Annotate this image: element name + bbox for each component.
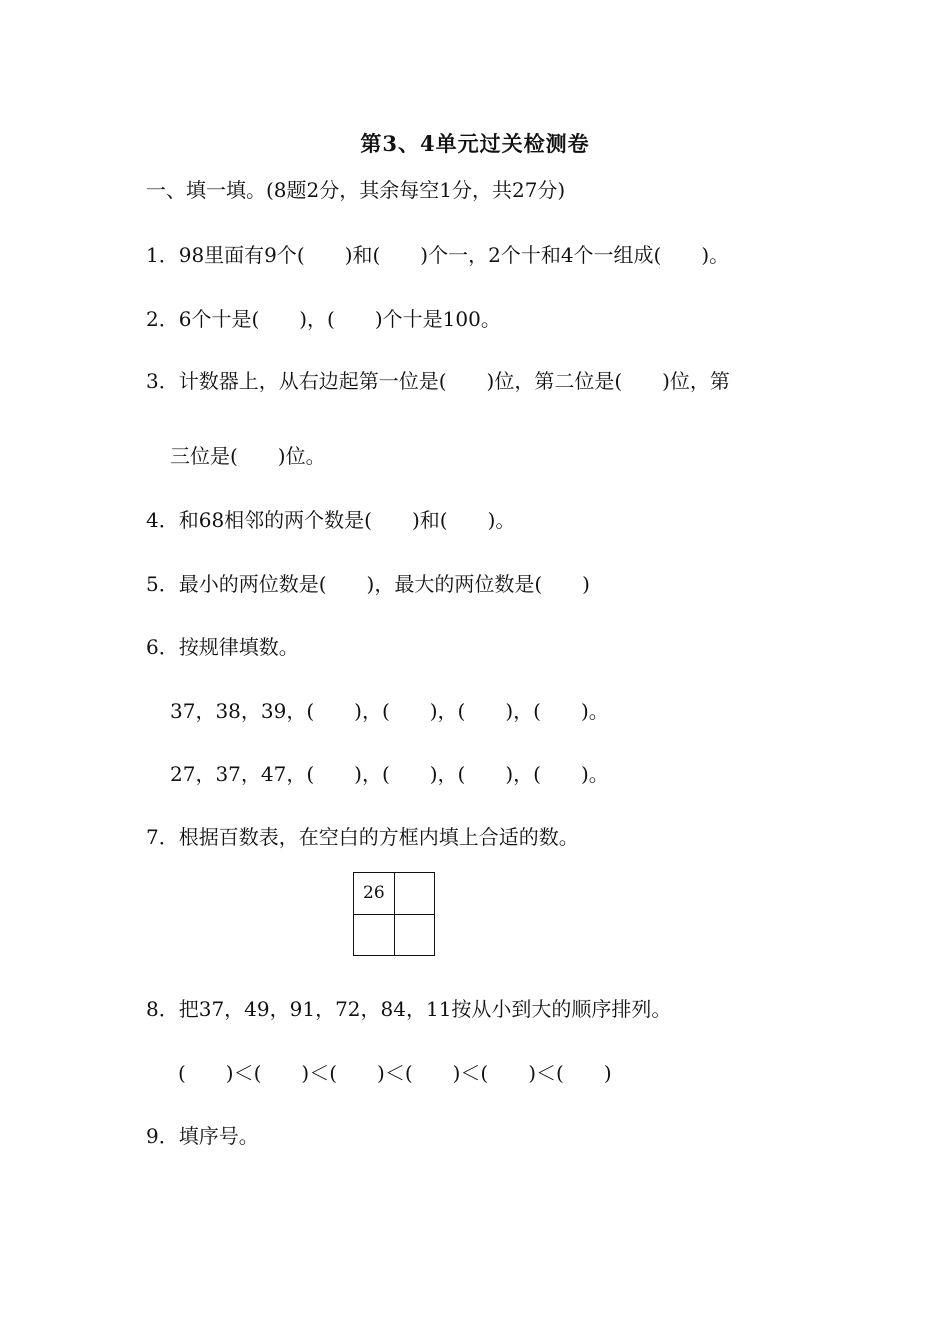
question-7: 7．根据百数表，在空白的方框内填上合适的数。	[146, 825, 579, 849]
question-6: 6．按规律填数。	[146, 635, 299, 659]
question-3-line-1: 3．计数器上，从右边起第一位是( )位，第二位是( )位，第	[146, 369, 730, 393]
hundred-chart-grid	[353, 872, 435, 956]
question-4: 4．和68相邻的两个数是( )和( )。	[146, 508, 516, 532]
question-8: 8．把37，49，91，72，84，11按从小到大的顺序排列。	[146, 997, 672, 1021]
question-5: 5．最小的两位数是( )，最大的两位数是( )	[146, 572, 590, 596]
question-6-row-2: 27，37，47，( )，( )，( )，( )。	[170, 762, 609, 786]
grid-cell-value: 26	[363, 883, 385, 903]
question-2: 2．6个十是( )，( )个十是100。	[146, 307, 501, 331]
section-heading: 一、填一填。(8题2分，其余每空1分，共27分)	[146, 178, 566, 202]
question-9: 9．填序号。	[146, 1124, 259, 1148]
grid-horizontal-divider	[354, 914, 434, 915]
question-1: 1．98里面有9个( )和( )个一，2个十和4个一组成( )。	[146, 243, 730, 267]
question-3-line-2: 三位是( )位。	[170, 444, 326, 468]
question-8-answer-row: ( )＜( )＜( )＜( )＜( )＜( )	[178, 1061, 612, 1085]
page-title: 第3、4单元过关检测卷	[360, 131, 590, 156]
question-6-row-1: 37，38，39，( )，( )，( )，( )。	[170, 699, 609, 723]
